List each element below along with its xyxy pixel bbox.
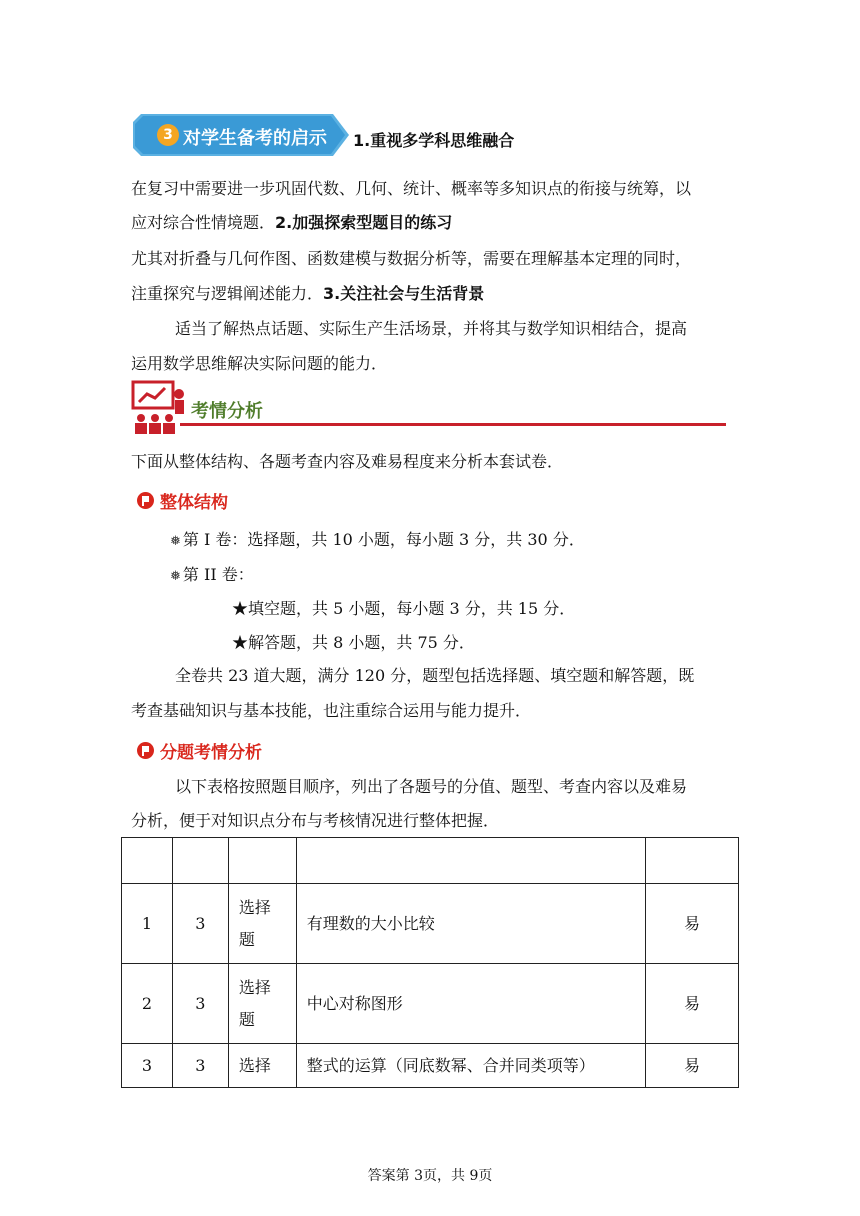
summary-line: 考查基础知识与基本技能，也注重综合运用与能力提升． <box>131 701 532 720</box>
analysis-title: 考情分析 <box>191 401 263 422</box>
table-row <box>122 964 739 1044</box>
table-header-row <box>122 838 739 884</box>
table-header-cell <box>228 838 296 884</box>
paragraph-line: 尤其对折叠与几何作图、函数建模与数据分析等，需要在理解基本定理的同时， <box>131 249 692 268</box>
table-header-cell <box>172 838 228 884</box>
solve-line: ★解答题，共 8 小题，共 75 分． <box>232 633 475 652</box>
flag-icon <box>137 742 154 759</box>
summary-line: 全卷共 23 道大题，满分 120 分，题型包括选择题、填空题和解答题，既 <box>175 666 695 685</box>
page-footer: 答案第 3页，共 9页 <box>367 1168 493 1184</box>
cell-type: 选择 题 <box>228 964 296 1044</box>
detail-line: 以下表格按照题目顺序，列出了各题号的分值、题型、考查内容以及难易 <box>175 777 688 796</box>
question-table <box>121 837 739 1088</box>
detail-title: 分题考情分析 <box>160 743 262 763</box>
presentation-icon <box>131 380 189 436</box>
cell-no: 1 <box>122 884 173 964</box>
structure-title: 整体结构 <box>160 493 228 513</box>
point3-title: 3.关注社会与生活背景 <box>323 284 485 303</box>
paragraph-line: 在复习中需要进一步巩固代数、几何、统计、概率等多知识点的衔接与统筹，以 <box>131 179 692 198</box>
paragraph-line: 适当了解热点话题、实际生产生活场景，并将其与数学知识相结合，提高 <box>175 319 688 338</box>
cell-no: 2 <box>122 964 173 1044</box>
title-underline <box>180 423 726 426</box>
section-number-badge: 3 <box>157 124 179 146</box>
table-row <box>122 884 739 964</box>
section-banner <box>133 114 349 156</box>
detail-heading <box>137 738 262 763</box>
point2-title: 2.加强探索型题目的练习 <box>275 213 453 232</box>
cell-score: 3 <box>172 884 228 964</box>
analysis-intro: 下面从整体结构、各题考查内容及难易程度来分析本套试卷． <box>131 452 564 471</box>
flag-icon <box>137 492 154 509</box>
paragraph-line: 应对综合性情境题．2.加强探索型题目的练习 <box>131 213 453 232</box>
table-row <box>122 1044 739 1088</box>
cell-score: 3 <box>172 1044 228 1088</box>
cell-score: 3 <box>172 964 228 1044</box>
cell-level: 易 <box>646 964 739 1044</box>
vol2-line: ❅ 第 II 卷： <box>170 565 254 584</box>
snowflake-icon: ❅ <box>170 534 181 549</box>
structure-heading <box>137 488 228 513</box>
point1-title: 1.重视多学科思维融合 <box>353 131 515 150</box>
paragraph-line: 运用数学思维解决实际问题的能力． <box>131 354 388 373</box>
cell-type: 选择 题 <box>228 884 296 964</box>
paragraph-line: 注重探究与逻辑阐述能力．3.关注社会与生活背景 <box>131 284 485 303</box>
cell-type: 选择 <box>228 1044 296 1088</box>
snowflake-icon: ❅ <box>170 569 181 584</box>
table-header-cell <box>296 838 645 884</box>
cell-level: 易 <box>646 884 739 964</box>
table-header-cell <box>122 838 173 884</box>
cell-level: 易 <box>646 1044 739 1088</box>
detail-line: 分析，便于对知识点分布与考核情况进行整体把握． <box>131 811 500 830</box>
cell-content: 整式的运算（同底数幂、合并同类项等） <box>296 1044 645 1088</box>
cell-content: 有理数的大小比较 <box>296 884 645 964</box>
section-banner-label: 对学生备考的启示 <box>183 128 327 149</box>
cell-content: 中心对称图形 <box>296 964 645 1044</box>
vol1-line: ❅ 第 I 卷：选择题，共 10 小题，每小题 3 分，共 30 分． <box>170 530 585 549</box>
fill-line: ★填空题，共 5 小题，每小题 3 分，共 15 分． <box>232 599 576 618</box>
cell-no: 3 <box>122 1044 173 1088</box>
table-header-cell <box>646 838 739 884</box>
